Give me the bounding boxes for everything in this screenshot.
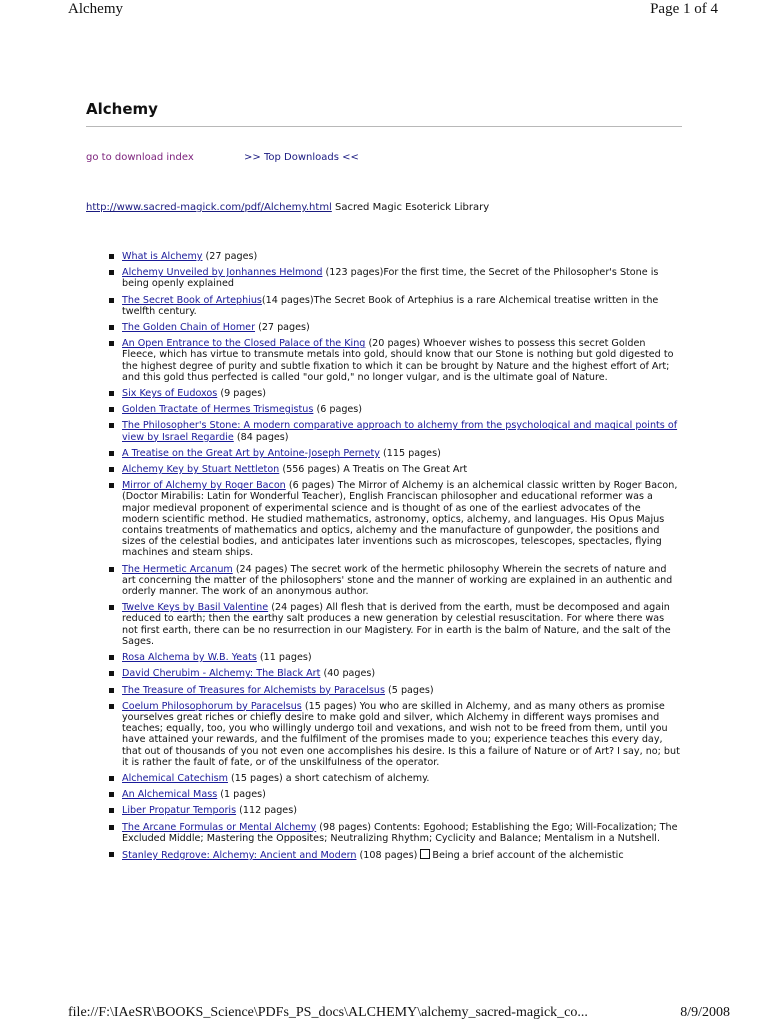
item-title-link[interactable]: The Arcane Formulas or Mental Alchemy bbox=[122, 821, 317, 833]
top-downloads-suffix: << bbox=[342, 152, 359, 163]
item-title-link[interactable]: An Alchemical Mass bbox=[122, 789, 218, 801]
item-title-link[interactable]: Alchemical Catechism bbox=[122, 772, 228, 784]
item-title-link[interactable]: Coelum Philosophorum by Paracelsus bbox=[122, 700, 302, 712]
item-description: (123 pages)For the first time, the Secret of the Philosopher's Stone is being openly explained bbox=[122, 267, 659, 290]
item-description: (27 pages) bbox=[258, 322, 310, 334]
item-title-link[interactable]: The Hermetic Arcanum bbox=[122, 563, 233, 575]
bullet-icon bbox=[109, 655, 114, 660]
item-title-link[interactable]: The Secret Book of Artephius bbox=[122, 294, 262, 306]
item-title-link[interactable]: Six Keys of Eudoxos bbox=[122, 388, 218, 400]
item-description: (27 pages) bbox=[205, 251, 258, 262]
list-item bbox=[108, 668, 680, 679]
item-title-link[interactable]: Golden Tractate of Hermes Trismegistus bbox=[122, 404, 314, 416]
bullet-icon bbox=[109, 792, 114, 797]
item-description: (112 pages) bbox=[239, 805, 297, 817]
bullet-icon bbox=[109, 325, 114, 330]
list-item bbox=[108, 251, 680, 262]
item-title-link[interactable]: What is Alchemy bbox=[122, 251, 203, 262]
top-downloads-prefix: >> bbox=[244, 152, 261, 163]
list-item bbox=[108, 564, 680, 598]
item-title-link[interactable]: David Cherubim - Alchemy: The Black Art bbox=[122, 668, 321, 680]
item-title-link[interactable]: Liber Propatur Temporis bbox=[122, 805, 237, 817]
item-description: (15 pages) You who are skilled in Alchemy, and as many others as promise yourselves great riches or chiefly desire to make gold and silver, which Alchemy in different ways promises and teaches; equally, too, you who willingly undergo toil and vexations, and wish not to be freed from them, until you have attained your rewards, and the fulfilment of the promises made to you; experience teaches this every day, that out of thousands of you not even one accomplishes his desire. Is this a failure of Nature or of Art? I say, no; but it is rather the fault of fate, or of the unskilfulness of the operator. bbox=[122, 700, 680, 768]
item-title-link[interactable]: The Treasure of Treasures for Alchemists by Paracelsus bbox=[122, 684, 385, 696]
list-item bbox=[108, 701, 680, 768]
list-item bbox=[108, 685, 680, 696]
item-description: (115 pages) bbox=[383, 447, 441, 459]
item-description: (24 pages) The secret work of the hermetic philosophy Wherein the secrets of nature and art concerning the matter of the philosophers' stone and the manner of working are explained in an authentic and orderly manner. The work of an anonymous author. bbox=[122, 563, 673, 598]
item-description: (6 pages) bbox=[316, 404, 363, 416]
list-item bbox=[108, 773, 680, 784]
bullet-icon bbox=[109, 671, 114, 676]
title-divider bbox=[86, 126, 682, 127]
list-item bbox=[108, 652, 680, 663]
item-description: (5 pages) bbox=[388, 684, 434, 696]
item-description: (556 pages) A Treatis on The Great Art bbox=[282, 464, 468, 476]
list-item bbox=[108, 267, 680, 289]
bullet-icon bbox=[109, 391, 114, 396]
print-footer bbox=[0, 1005, 768, 1023]
item-title-link[interactable]: Alchemy Unveiled by Jonhannes Helmond bbox=[122, 267, 323, 279]
item-description: (98 pages) Contents: Egohood; Establishing the Ego; Will-Focalization; The Excluded Middle; Mastering the Opposites; Neutralizing Rhythm; Cyclicity and Balance; Mentalism in a Nutshell. bbox=[122, 821, 678, 844]
bullet-icon bbox=[109, 567, 114, 572]
list-item bbox=[108, 822, 680, 844]
item-description: (24 pages) All flesh that is derived from the earth, must be decomposed and again reduced to earth; then the earthy salt produces a new generation by celestial resuscitation. For where there was not first earth, there can be no resurrection in our Magistery. For in earth is the balm of Nature, and the salt of the Sages. bbox=[122, 602, 671, 647]
list-item bbox=[108, 388, 680, 399]
list-item bbox=[108, 480, 680, 558]
bullet-icon bbox=[109, 407, 114, 412]
item-title-link[interactable]: Rosa Alchema by W.B. Yeats bbox=[122, 652, 257, 664]
list-item bbox=[108, 420, 680, 442]
source-line bbox=[86, 202, 489, 213]
item-description: (6 pages) The Mirror of Alchemy is an alchemical classic written by Roger Bacon, (Doctor Mirabilis: Latin for Wonderful Teacher), English Franciscan philosopher and educational reformer was a major medieval proponent of experimental science and is thought of as one of the earliest advocates of the modern scientific method. He studied mathematics, astronomy, optics, alchemy, and languages. His Opus Majus contains treatments of mathematics and optics, alchemy and the manufacture of gunpowder, the positions and sizes of the celestial bodies, and anticipates later inventions such as microscopes, telescopes, spectacles, flying machines and steam ships. bbox=[122, 480, 678, 559]
item-title-link[interactable]: Twelve Keys by Basil Valentine bbox=[122, 602, 269, 614]
list-item bbox=[108, 805, 680, 816]
item-description: (11 pages) bbox=[259, 652, 312, 664]
item-title-link[interactable]: The Philosopher's Stone: A modern comparative approach to alchemy from the psychological and magical points of view by Israel Regardie bbox=[122, 420, 678, 443]
item-title-link[interactable]: The Golden Chain of Homer bbox=[122, 322, 256, 334]
bullet-icon bbox=[109, 808, 114, 813]
item-title-link[interactable]: Mirror of Alchemy by Roger Bacon bbox=[122, 480, 286, 492]
print-header-title: Alchemy bbox=[68, 1, 123, 17]
item-title-link[interactable]: Stanley Redgrove: Alchemy: Ancient and Modern bbox=[122, 849, 357, 861]
bullet-icon bbox=[109, 704, 114, 709]
item-title-link[interactable]: A Treatise on the Great Art by Antoine-Joseph Pernety bbox=[122, 447, 380, 459]
bullet-icon bbox=[109, 451, 114, 456]
library-name: Sacred Magic Esoterick Library bbox=[335, 202, 490, 213]
item-description: (1 pages) bbox=[220, 789, 266, 801]
top-downloads-link[interactable]: Top Downloads bbox=[263, 152, 339, 163]
bullet-icon bbox=[109, 341, 114, 346]
bullet-icon bbox=[109, 298, 114, 303]
bullet-icon bbox=[109, 467, 114, 472]
source-url-link[interactable]: http://www.sacred-magick.com/pdf/Alchemy.html bbox=[86, 202, 332, 213]
bullet-icon bbox=[109, 825, 114, 830]
bullet-icon bbox=[109, 423, 114, 428]
list-item bbox=[108, 464, 680, 475]
item-title-link[interactable]: Alchemy Key by Stuart Nettleton bbox=[122, 464, 280, 476]
top-downloads-nav bbox=[244, 152, 359, 163]
item-description: (20 pages) Whoever wishes to possess this secret Golden Fleece, which has virtue to transmute metals into gold, should know that our Stone is nothing but gold digested to the highest degree of purity and subtle fixation to which it can be brought by Nature and the highest effort of Art; and this gold thus perfected is called "our gold," no longer vulgar, and is the ultimate goal of Nature. bbox=[122, 338, 674, 383]
item-description: (40 pages) bbox=[323, 668, 376, 680]
list-item bbox=[108, 602, 680, 647]
bullet-icon bbox=[109, 254, 114, 259]
item-description: (14 pages)The Secret Book of Artephius is a rare Alchemical treatise written in the twelfth century. bbox=[122, 294, 659, 317]
download-index-link[interactable]: go to download index bbox=[86, 152, 194, 163]
item-description: (84 pages) bbox=[236, 431, 289, 443]
list-item bbox=[108, 295, 680, 317]
list-item bbox=[108, 789, 680, 800]
bullet-icon bbox=[109, 852, 114, 857]
download-list bbox=[108, 251, 680, 866]
print-footer-path: file://F:\IAeSR\BOOKS_Science\PDFs_PS_docs\ALCHEMY\alchemy_sacred-magick_co... bbox=[68, 1005, 588, 1020]
bullet-icon bbox=[109, 605, 114, 610]
item-description-continued: Being a brief account of the alchemistic bbox=[432, 849, 624, 861]
print-footer-date: 8/9/2008 bbox=[680, 1005, 730, 1020]
bullet-icon bbox=[109, 776, 114, 781]
list-item bbox=[108, 448, 680, 459]
page-title: Alchemy bbox=[86, 100, 158, 118]
bullet-icon bbox=[109, 688, 114, 693]
item-description: (15 pages) a short catechism of alchemy. bbox=[231, 772, 430, 784]
item-description: (108 pages) bbox=[359, 849, 418, 861]
list-item bbox=[108, 322, 680, 333]
list-item bbox=[108, 404, 680, 415]
list-item bbox=[108, 849, 680, 861]
bullet-icon bbox=[109, 483, 114, 488]
print-header-page-number: Page 1 of 4 bbox=[650, 1, 718, 17]
item-description: (9 pages) bbox=[220, 388, 266, 400]
list-item bbox=[108, 338, 680, 383]
bullet-icon bbox=[109, 270, 114, 275]
nav-row bbox=[86, 152, 359, 163]
print-header bbox=[0, 0, 768, 22]
item-title-link[interactable]: An Open Entrance to the Closed Palace of the King bbox=[122, 338, 366, 350]
missing-glyph-box-icon bbox=[420, 849, 430, 859]
